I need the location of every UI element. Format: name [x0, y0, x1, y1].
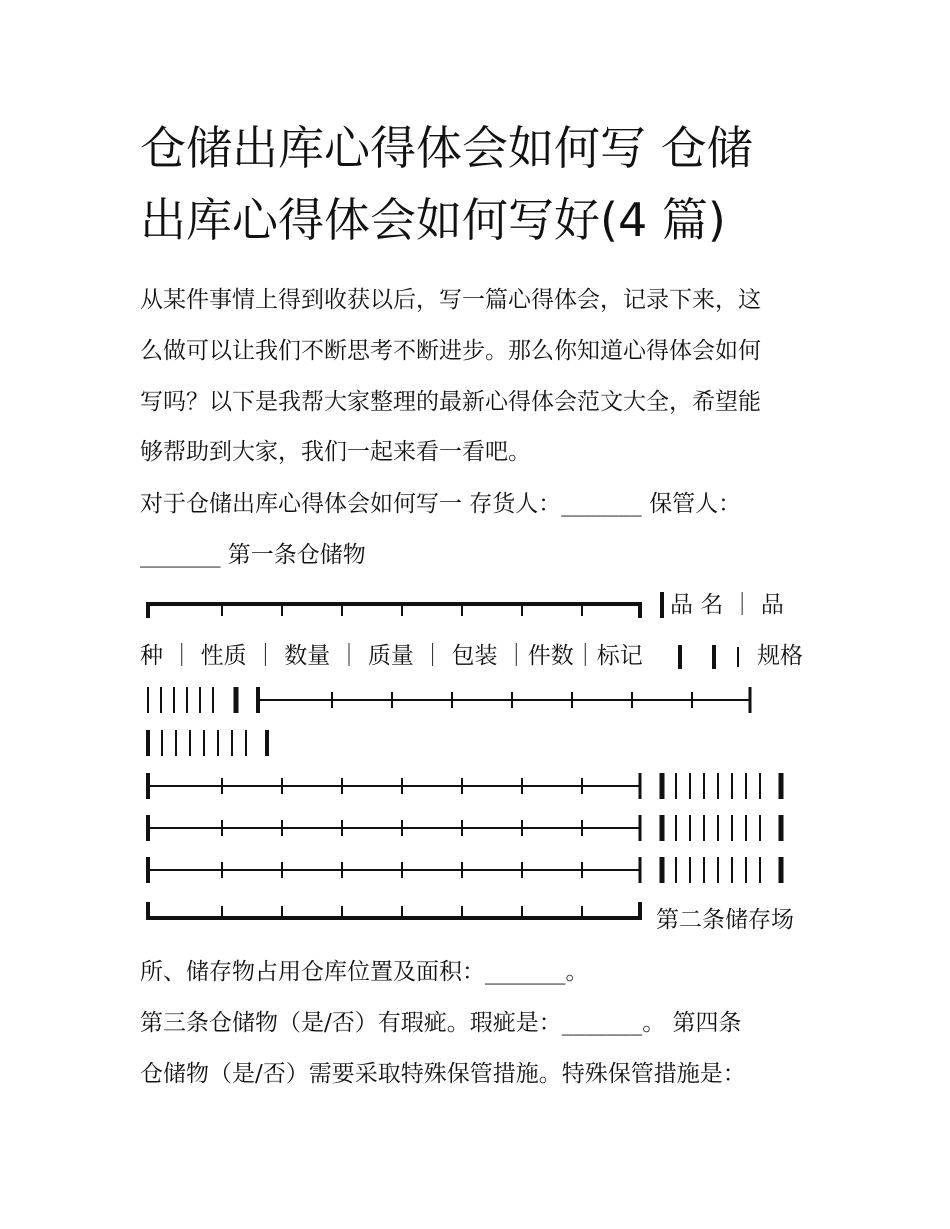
- document-title-line-1: 仓储出库心得体会如何写 仓储: [140, 121, 753, 175]
- contract-parties-line: 对于仓储出库心得体会如何写一 存货人：_______ 保管人：: [140, 491, 742, 517]
- intro-line: 么做可以让我们不断思考不断进步。那么你知道心得体会如何: [140, 338, 761, 364]
- table-row-rule: [140, 684, 760, 716]
- table-empty-cells: [672, 643, 747, 671]
- table-bottom-border: [140, 898, 650, 926]
- document-title-line-2: 出库心得体会如何写好(4 篇): [140, 193, 726, 247]
- article-four-line: 仓储物（是/否）需要采取特殊保管措施。特殊保管措施是：: [140, 1061, 746, 1087]
- table-column-headers: 种 ｜ 性质 ｜ 数量 ｜ 质量 ｜ 包装 ｜件数｜标记: [140, 643, 643, 669]
- table-row-rule: [140, 854, 800, 886]
- article-two-start: 第二条储存场: [656, 907, 794, 933]
- intro-line: 从某件事情上得到收获以后，写一篇心得体会，记录下来，这: [140, 287, 761, 313]
- article-two-line: 所、储存物占用仓库位置及面积：_______。: [140, 959, 589, 985]
- table-top-border: [140, 590, 670, 620]
- intro-line: 够帮助到大家，我们一起来看一看吧。: [140, 439, 531, 465]
- table-row-rule: [140, 812, 800, 844]
- table-header-spec: 规格: [757, 643, 803, 669]
- table-row-cells: [140, 727, 280, 759]
- intro-line: 写吗？以下是我帮大家整理的最新心得体会范文大全，希望能: [140, 389, 761, 415]
- article-three-line: 第三条仓储物（是/否）有瑕疵。瑕疵是：_______。 第四条: [140, 1010, 742, 1036]
- table-row-rule: [140, 770, 800, 802]
- article-one-line: _______ 第一条仓储物: [140, 542, 366, 568]
- table-header-name: 品 名 ｜ 品: [670, 592, 784, 618]
